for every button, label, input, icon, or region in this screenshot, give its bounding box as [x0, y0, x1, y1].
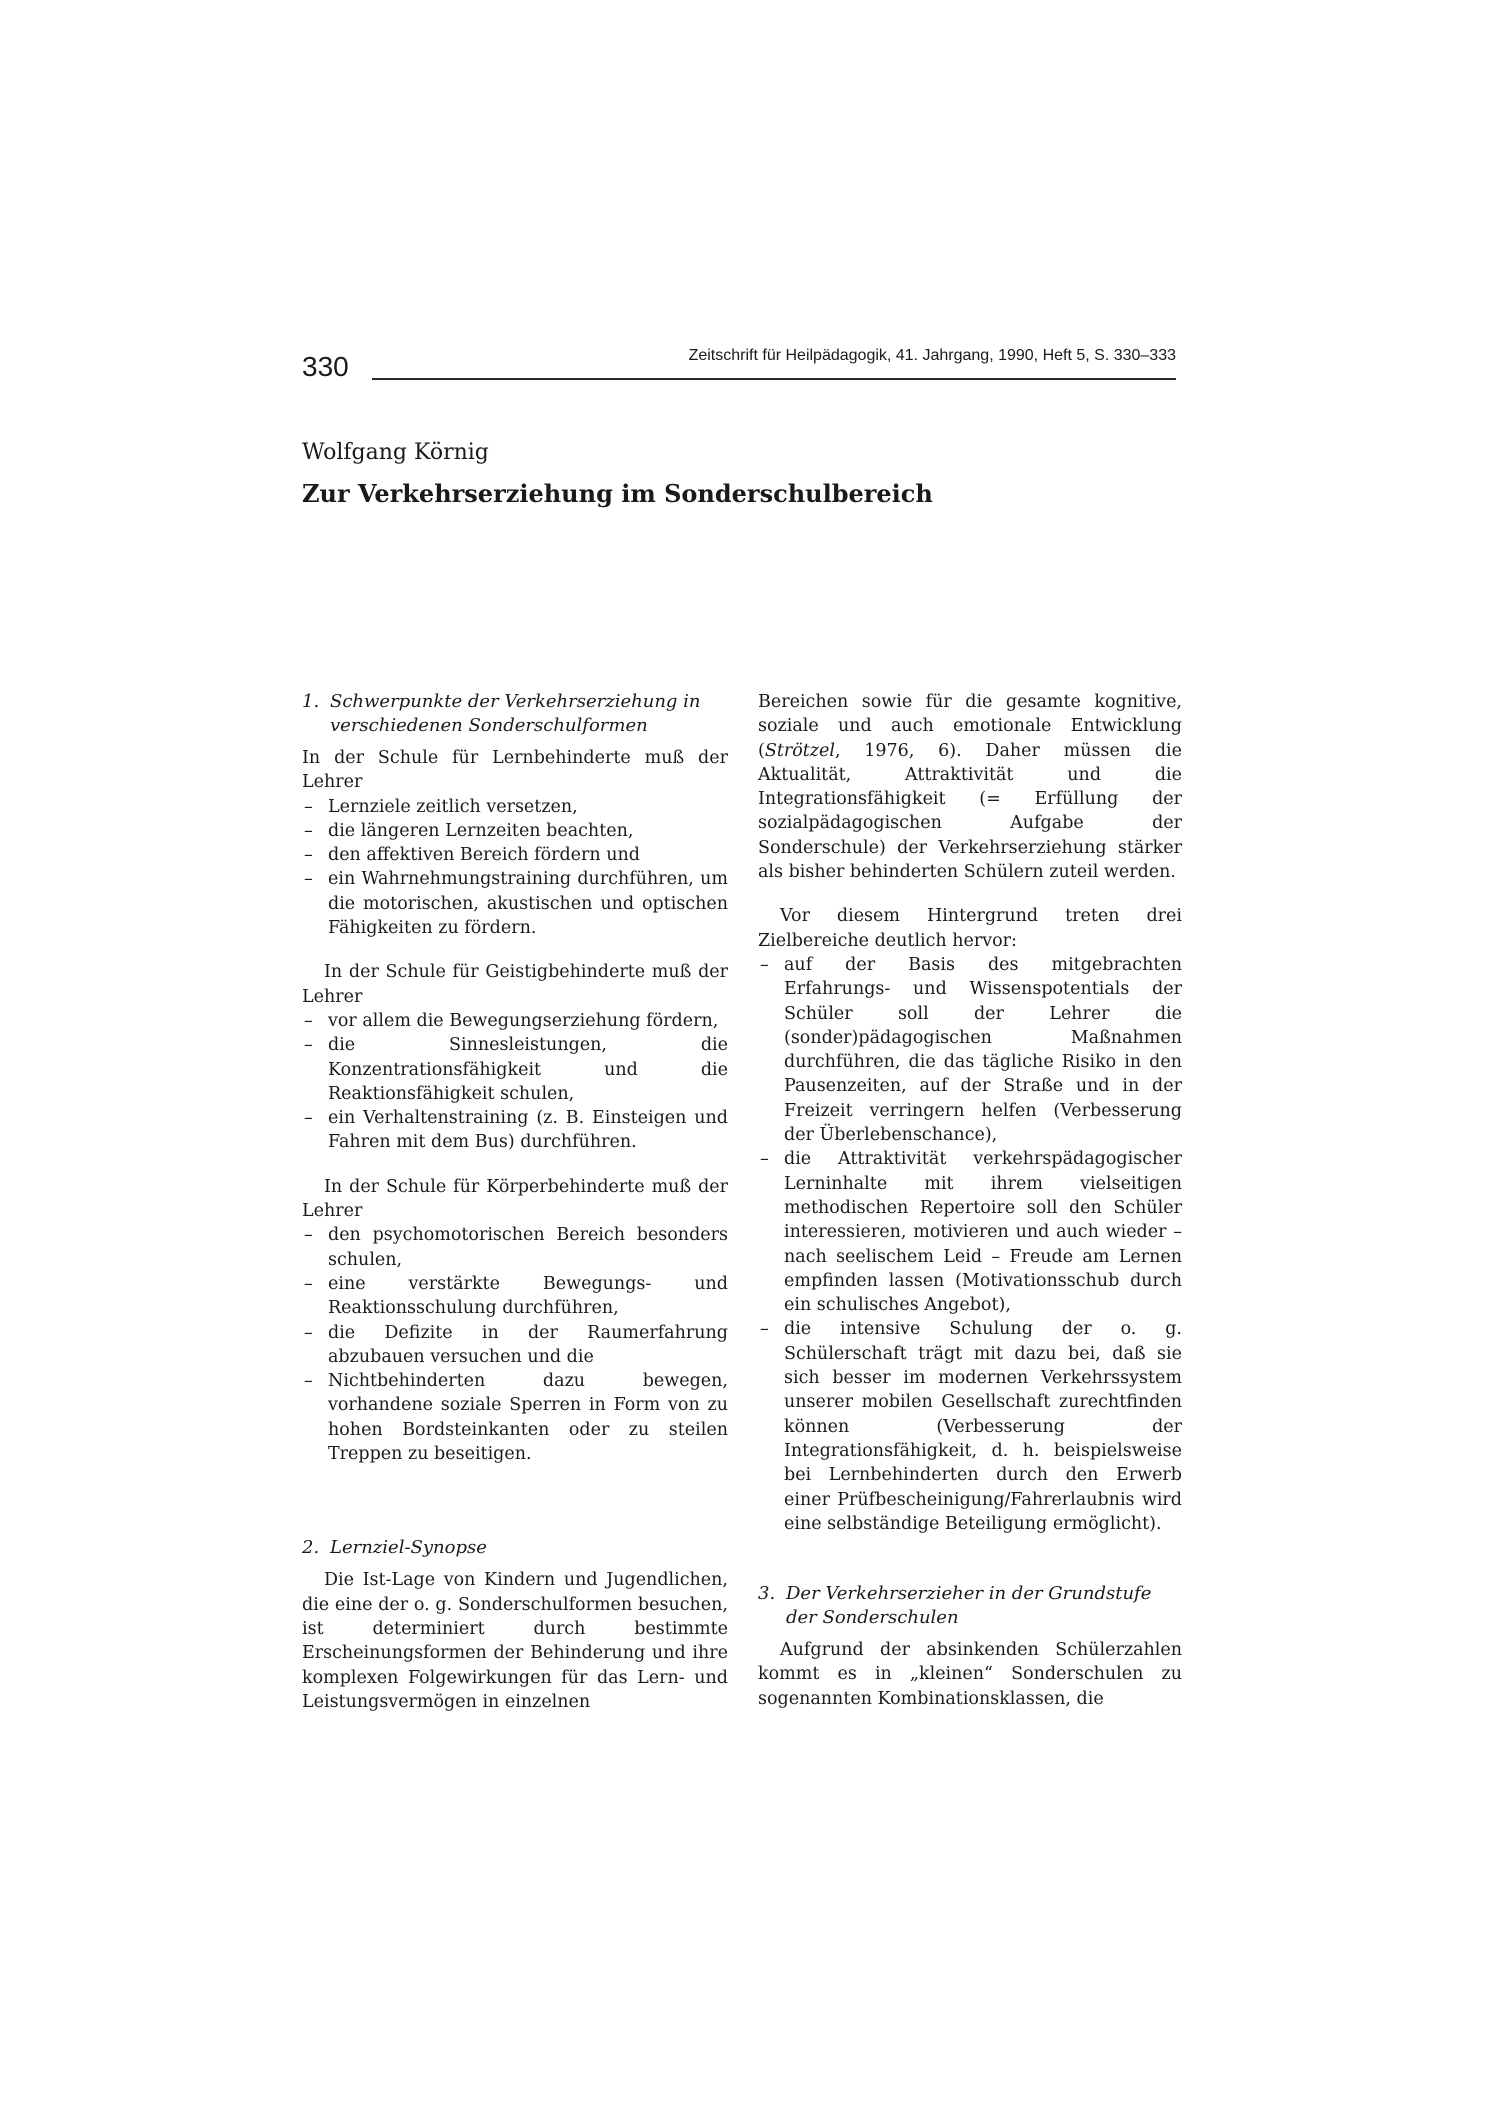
list-item: – Lernziele zeitlich versetzen,	[302, 795, 728, 819]
section-number: 1.	[302, 691, 320, 712]
list-item: – Nichtbehinderten dazu bewegen, vorhandene soziale Sperren in Form von zu hohen Bordsteinkanten oder zu steilen Treppen zu beseitigen.	[302, 1369, 728, 1466]
section-title: Der Verkehrserzieher in der Grundstufe der Sonderschulen	[786, 1583, 1152, 1629]
paragraph-lernbehinderte-intro: In der Schule für Lernbehinderte muß der Lehrer	[302, 748, 728, 793]
list-item: – die intensive Schulung der o. g. Schülerschaft trägt mit dazu bei, daß sie sich besser im modernen Verkehrssystem unserer mobilen Gesellschaft zurechtfinden können (Verbesserung der Integrationsfähigkeit, d. h. beispielsweise bei Lernbehinderten durch den Erwerb einer Prüfbescheinigung/Fahrerlaubnis wird eine selbständige Beteiligung ermöglicht).	[758, 1317, 1182, 1536]
list-koerperbehinderte	[302, 1223, 728, 1466]
list-lernbehinderte	[302, 795, 728, 941]
paragraph-zielbereiche-intro: Vor diesem Hintergrund treten drei Zielbereiche deutlich hervor:	[758, 906, 1182, 951]
list-item: – ein Wahrnehmungstraining durchführen, um die motorischen, akustischen und optischen Fähigkeiten zu fördern.	[302, 867, 728, 940]
section-title: Schwerpunkte der Verkehrserziehung in verschiedenen Sonderschulformen	[330, 691, 701, 736]
list-item: – die längeren Lernzeiten beachten,	[302, 819, 728, 843]
text-segment: Bereichen sowie für die gesamte kognitive, soziale und auch emotionale Entwicklung (	[758, 692, 1182, 761]
section-title: Lernziel-Synopse	[330, 1537, 487, 1559]
list-item: – ein Verhaltenstraining (z. B. Einsteigen und Fahren mit dem Bus) durchführen.	[302, 1106, 728, 1155]
list-item: – auf der Basis des mitgebrachten Erfahrungs- und Wissenspotentials der Schüler soll der Lehrer die (sonder)pädagogischen Maßnahmen durchführen, die das tägliche Risiko in den Pausenzeiten, auf der Straße und in der Freizeit verringern helfen (Verbesserung der Überlebenschance),	[758, 953, 1182, 1147]
journal-citation: Zeitschrift für Heilpädagogik, 41. Jahrgang, 1990, Heft 5, S. 330–333	[688, 347, 1176, 364]
list-geistigbehinderte	[302, 1009, 728, 1155]
list-item: – die Defizite in der Raumerfahrung abzubauen versuchen und die	[302, 1321, 728, 1370]
paragraph-continued	[758, 690, 1182, 884]
list-item: – die Attraktivität verkehrspädagogischer Lerninhalte mit ihrem vielseitigen methodischen Repertoire soll den Schüler interessieren, motivieren und auch wieder – nach seelischem Leid – Freude am Lernen empfinden lassen (Motivationsschub durch ein schulisches Angebot),	[758, 1147, 1182, 1317]
section-1-heading	[302, 690, 728, 738]
right-column	[758, 690, 1182, 1711]
section-2-heading	[302, 1536, 728, 1560]
list-item: – den affektiven Bereich fördern und	[302, 843, 728, 867]
list-zielbereiche	[758, 953, 1182, 1536]
list-item: – den psychomotorischen Bereich besonders schulen,	[302, 1223, 728, 1272]
section-number: 2.	[302, 1537, 320, 1559]
paragraph-grundstufe: Aufgrund der absinkenden Schülerzahlen kommt es in „kleinen“ Sonderschulen zu sogenannten Kombinationsklassen, die	[758, 1640, 1182, 1709]
paragraph-koerperbehinderte-intro: In der Schule für Körperbehinderte muß der Lehrer	[302, 1176, 728, 1222]
paragraph-geistigbehinderte-intro: In der Schule für Geistigbehinderte muß der Lehrer	[302, 962, 728, 1007]
header-rule	[372, 378, 1176, 380]
author-name: Wolfgang Körnig	[302, 440, 489, 465]
section-3-heading	[758, 1582, 1182, 1630]
section-number: 3.	[758, 1583, 776, 1605]
article-title: Zur Verkehrserziehung im Sonderschulbereich	[302, 479, 933, 508]
list-item: – vor allem die Bewegungserziehung fördern,	[302, 1009, 728, 1033]
citation-author: Strötzel	[764, 740, 835, 761]
list-item: – eine verstärkte Bewegungs- und Reaktionsschulung durchführen,	[302, 1272, 728, 1321]
paragraph-synopse: Die Ist-Lage von Kindern und Jugendlichen, die eine der o. g. Sonderschulformen besuchen, ist determiniert durch bestimmte Erscheinungsformen der Behinderung und ihre komplexen Folgewirkungen für das Lern- und Leistungsvermögen in einzelnen	[302, 1570, 728, 1712]
list-item: – die Sinnesleistungen, die Konzentrationsfähigkeit und die Reaktionsfähigkeit schulen,	[302, 1033, 728, 1106]
page-number: 330	[302, 351, 349, 382]
left-column	[302, 690, 728, 1714]
text-segment: , 1976, 6). Daher müssen die Aktualität, Attraktivität und die Integrationsfähigkeit (= Erfüllung der sozialpädagogischen Aufgabe der Sonderschule) der Verkehrserziehung stärker als bisher behinderten Schülern zuteil werden.	[758, 740, 1182, 883]
